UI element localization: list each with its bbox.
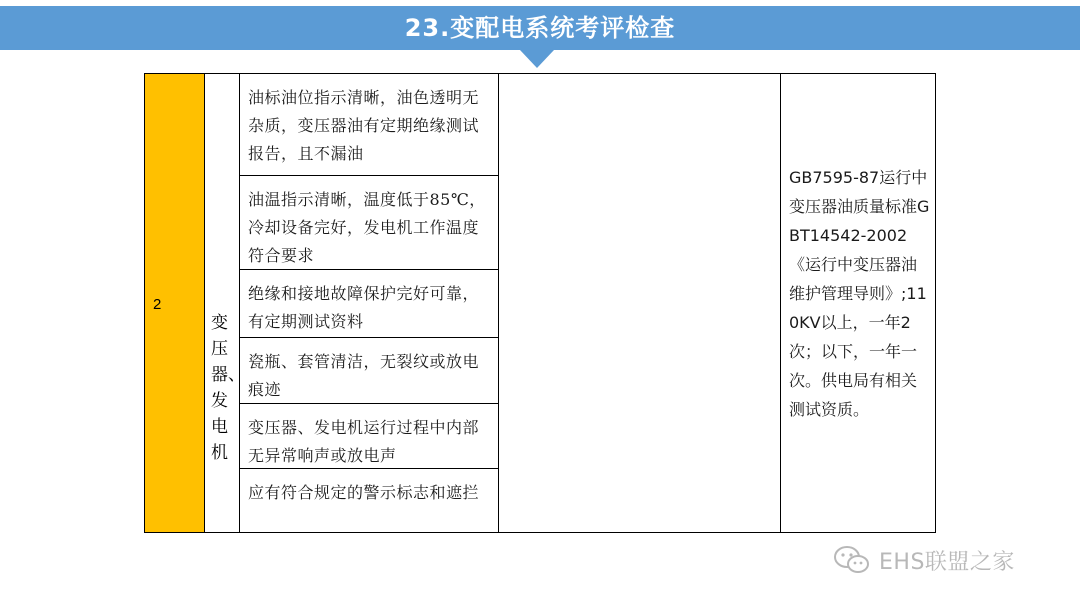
watermark-text: EHS联盟之家 xyxy=(879,549,1015,575)
requirement-row: 变压器、发电机运行过程中内部无异常响声或放电声 xyxy=(240,404,498,469)
reference-cell xyxy=(781,74,934,532)
requirements-column xyxy=(240,74,499,532)
requirement-row: 瓷瓶、套管清洁，无裂纹或放电痕迹 xyxy=(240,338,498,404)
title-banner xyxy=(0,6,1080,50)
requirement-row: 应有符合规定的警示标志和遮拦 xyxy=(248,483,480,502)
requirement-row: 油温指示清晰，温度低于85℃，冷却设备完好，发电机工作温度符合要求 xyxy=(240,176,498,270)
item-number: 2 xyxy=(153,296,162,313)
category-cell xyxy=(205,74,245,532)
inspection-table xyxy=(144,73,936,533)
watermark xyxy=(833,542,1015,578)
page-title: 23.变配电系统考评检查 xyxy=(404,14,676,42)
category-label: 变压器、发电机 xyxy=(211,313,245,463)
requirement-row: 油标油位指示清晰，油色透明无杂质，变压器油有定期绝缘测试报告，且不漏油 xyxy=(240,74,498,176)
blank-column xyxy=(499,74,781,532)
banner-pointer xyxy=(520,50,554,68)
number-cell xyxy=(145,74,205,532)
reference-text: GB7595-87运行中变压器油质量标准GBT14542-2002《运行中变压器油维护管理导则》;110KV以上，一年2次；以下，一年一次。供电局有相关测试资质。 xyxy=(789,168,930,419)
requirement-row: 绝缘和接地故障保护完好可靠，有定期测试资料 xyxy=(240,270,498,338)
wechat-icon xyxy=(833,545,871,575)
